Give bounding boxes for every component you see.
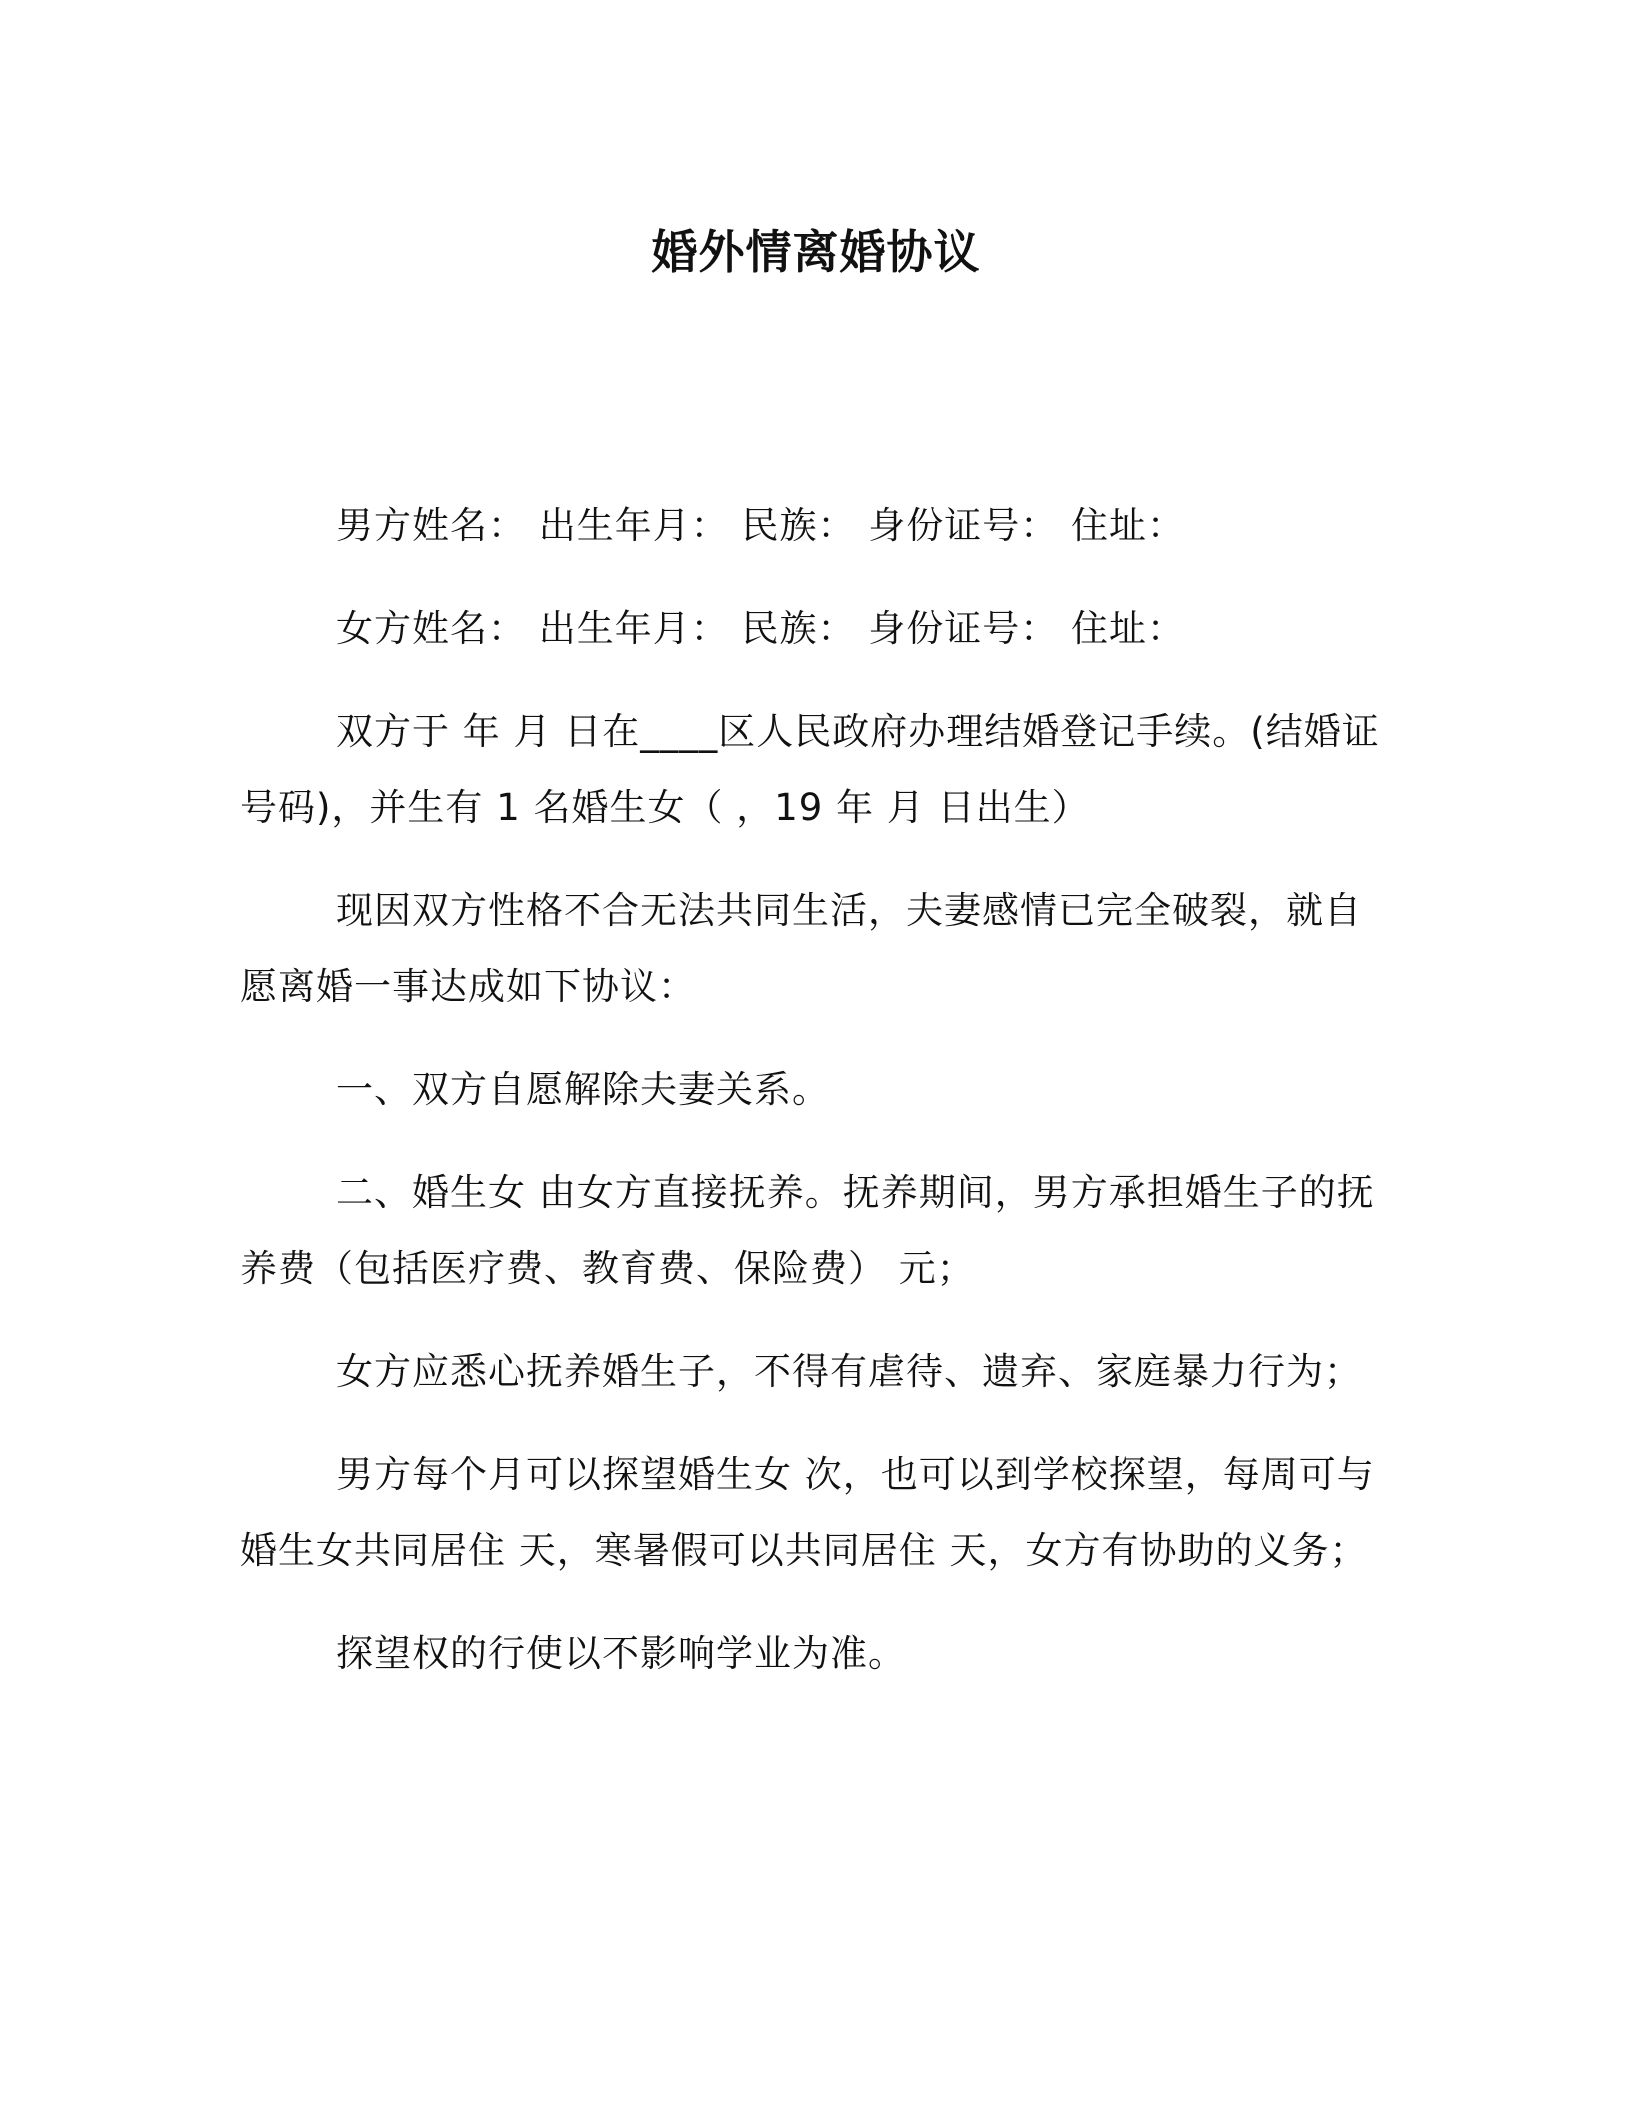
document-body	[240, 488, 1392, 1692]
document-title: 婚外情离婚协议	[651, 225, 981, 279]
marriage-registration-paragraph: 双方于 年 月 日在____区人民政府办理结婚登记手续。(结婚证号码)，并生有 1 名婚生女（ ，19 年 月 日出生）	[240, 710, 1380, 829]
visitation-condition-paragraph: 探望权的行使以不影响学业为准。	[336, 1632, 906, 1675]
female-party-info: 女方姓名： 出生年月： 民族： 身份证号： 住址：	[336, 607, 1186, 650]
divorce-reason-paragraph: 现因双方性格不合无法共同生活，夫妻感情已完全破裂，就自愿离婚一事达成如下协议：	[240, 889, 1362, 1008]
clause-two: 二、婚生女 由女方直接抚养。抚养期间，男方承担婚生子的抚养费（包括医疗费、教育费、保险费） 元；	[240, 1171, 1375, 1290]
clause-one: 一、双方自愿解除夫妻关系。	[336, 1068, 830, 1111]
custody-duty-paragraph: 女方应悉心抚养婚生子，不得有虐待、遗弃、家庭暴力行为；	[336, 1350, 1362, 1393]
male-party-info: 男方姓名： 出生年月： 民族： 身份证号： 住址：	[336, 504, 1186, 547]
visitation-paragraph: 男方每个月可以探望婚生女 次，也可以到学校探望，每周可与婚生女共同居住 天，寒暑假可以共同居住 天，女方有协助的义务；	[240, 1453, 1375, 1572]
